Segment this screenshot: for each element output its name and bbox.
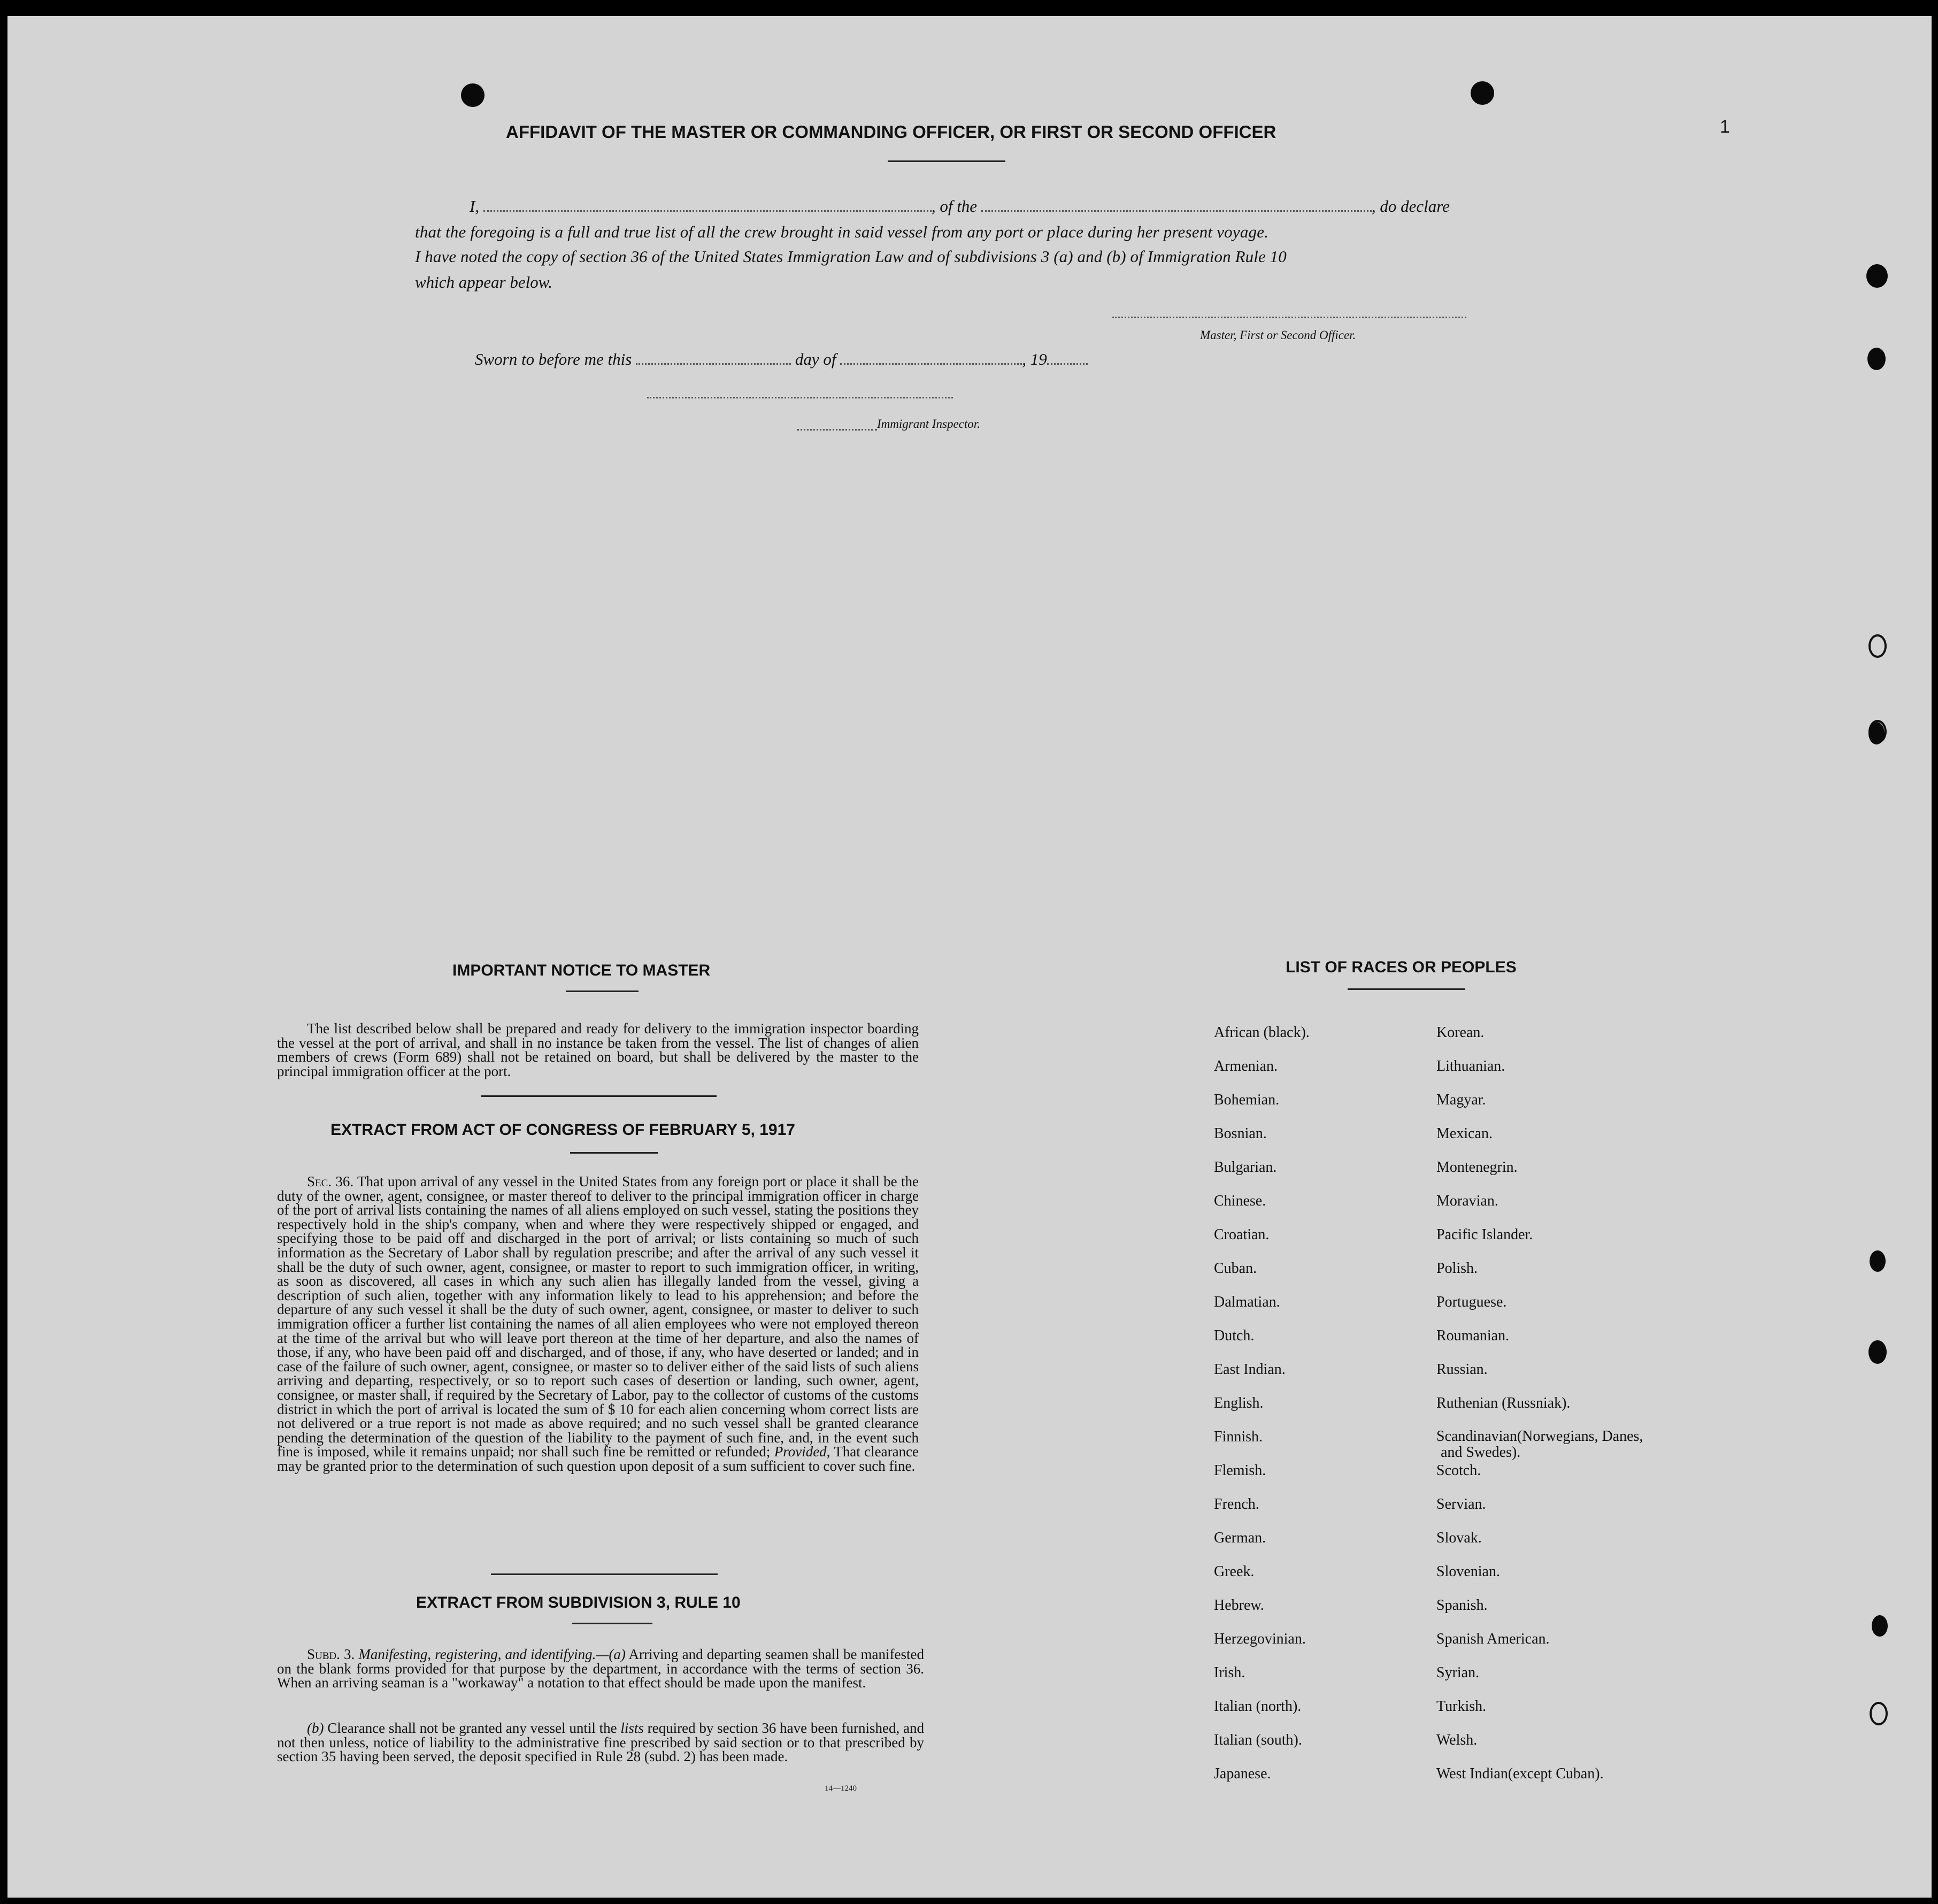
race-item: Slovak. bbox=[1436, 1530, 1482, 1546]
race-item: Dutch. bbox=[1214, 1327, 1255, 1344]
race-item: English. bbox=[1214, 1395, 1264, 1411]
vessel-blank[interactable] bbox=[981, 209, 1372, 212]
name-blank[interactable] bbox=[483, 209, 932, 212]
race-item: Bosnian. bbox=[1214, 1125, 1267, 1142]
affidavit-title: AFFIDAVIT OF THE MASTER OR COMMANDING OFFICER, OR FIRST OR SECOND OFFICER bbox=[506, 122, 1276, 142]
signature-line[interactable] bbox=[1112, 317, 1466, 318]
race-item: Servian. bbox=[1436, 1496, 1486, 1513]
subd-title: Manifesting, registering, and identifying.—(a) bbox=[358, 1646, 626, 1662]
form-page bbox=[7, 16, 1932, 1898]
sworn-year-blank[interactable] bbox=[1047, 362, 1088, 365]
section-label: Sec. 36. bbox=[307, 1173, 354, 1189]
provided-label: Provided, bbox=[774, 1444, 830, 1460]
act-body-text: That upon arrival of any vessel in the United States from any foreign port or place it shall be the duty of the owner, agent, consignee, or master thereof to deliver to the principal immigration officer in charge of the port of arrival lists containing the names of all aliens employed on such vessel, stating the positions they respectively hold in the ship's company, when and where they were respectively shipped or engaged, and specifying those to be paid off and discharged in the port of arrival; or lists containing so much of such information as the Secretary of Labor shall by regulation prescribe; and after the arrival of any such vessel it shall be the duty of such owner, agent, consignee, or master to report to such immigration officer, in writing, as soon as discovered, all cases in which any such alien has illegally landed from the vessel, giving a description of such alien, together with any information likely to lead to his apprehension; and before the departure of any such vessel it shall be the duty of such owner, agent, consignee, or master to deliver to such immigration officer a further list containing the names of all alien employees who were not employed thereon at the time of the arrival but who will leave port thereon at the time of her departure, and also the names of those, if any, who have been paid off and discharged, and of those, if any, who have deserted or landed; and in case of the failure of such owner, agent, consignee, or master so to deliver either of the said lists of such aliens arriving and departing, respectively, or so to report such cases of desertion or landing, such owner, agent, consignee, or master shall, if required by the Secretary of Labor, pay to the collector of customs of the customs district in which the port of arrival is located the sum of $ 10 for each alien concerning whom correct lists are not delivered or a true report is not made as above required; and no such vessel shall be granted clearance pending the determination of the question of the liability to the payment of such fine, and, in the event such fine is imposed, while it remains unpaid; nor shall such fine be remitted or refunded; bbox=[277, 1173, 919, 1460]
race-item: Turkish. bbox=[1436, 1698, 1487, 1715]
races-heading: LIST OF RACES OR PEOPLES bbox=[1286, 958, 1517, 976]
race-item: Bohemian. bbox=[1214, 1092, 1280, 1108]
act-body-end: That clearance may be granted prior to the determination of such question upon deposit of a sum sufficient to cover such fine. bbox=[277, 1444, 919, 1474]
inspector-line-short bbox=[797, 429, 877, 431]
affidavit-line2: that the foregoing is a full and true list of all the crew brought in said vessel from any port or place during her present voyage. bbox=[415, 222, 1269, 241]
race-item: Herzegovinian. bbox=[1214, 1631, 1306, 1647]
race-item: Pacific Islander. bbox=[1436, 1226, 1533, 1243]
race-item: Lithuanian. bbox=[1436, 1058, 1505, 1074]
punch-hole bbox=[461, 83, 484, 107]
races-column-2 bbox=[1436, 1024, 1714, 1799]
race-item: Welsh. bbox=[1436, 1732, 1478, 1748]
rule-underline bbox=[572, 1623, 652, 1624]
race-item: Spanish. bbox=[1436, 1597, 1488, 1614]
race-item: Japanese. bbox=[1214, 1765, 1271, 1782]
race-item: Scandinavian(Norwegians, Danes, and Swedes). bbox=[1436, 1428, 1643, 1461]
page-number-mark: 1 bbox=[1720, 117, 1730, 137]
race-item: Syrian. bbox=[1436, 1664, 1480, 1681]
form-number: 14—1240 bbox=[825, 1784, 857, 1793]
race-item: Korean. bbox=[1436, 1024, 1485, 1041]
affidavit-line3: I have noted the copy of section 36 of the United States Immigration Law and of subdivisions 3 (a) and (b) of Immigration Rule 10 bbox=[415, 247, 1287, 266]
of-the-label: , of the bbox=[931, 197, 978, 216]
binding-hole bbox=[1868, 1340, 1887, 1364]
race-item: Croatian. bbox=[1214, 1226, 1270, 1243]
notice-underline bbox=[566, 991, 639, 992]
race-item: Polish. bbox=[1436, 1260, 1478, 1277]
notice-heading: IMPORTANT NOTICE TO MASTER bbox=[452, 962, 711, 979]
inspector-signature-line[interactable] bbox=[647, 397, 953, 398]
race-item: French. bbox=[1214, 1496, 1259, 1513]
notice-divider bbox=[481, 1095, 717, 1097]
sworn-line bbox=[475, 350, 1088, 369]
race-item: Flemish. bbox=[1214, 1462, 1266, 1479]
race-item: Dalmatian. bbox=[1214, 1294, 1280, 1310]
race-item: Portuguese. bbox=[1436, 1294, 1507, 1310]
para-b-text1: Clearance shall not be granted any vessel until the bbox=[327, 1720, 617, 1736]
race-item: Moravian. bbox=[1436, 1193, 1498, 1209]
signature-label: Master, First or Second Officer. bbox=[1200, 328, 1356, 342]
race-item: African (black). bbox=[1214, 1024, 1310, 1041]
affidavit-line4: which appear below. bbox=[415, 273, 552, 291]
race-item: Italian (north). bbox=[1214, 1698, 1302, 1715]
binding-hole bbox=[1868, 634, 1887, 658]
binding-hole bbox=[1870, 1702, 1888, 1725]
race-item: Mexican. bbox=[1436, 1125, 1493, 1142]
race-item: Slovenian. bbox=[1436, 1563, 1500, 1580]
act-underline bbox=[570, 1152, 658, 1154]
race-item: Magyar. bbox=[1436, 1092, 1486, 1108]
binding-hole bbox=[1870, 1250, 1886, 1272]
year-label: , 19 bbox=[1022, 350, 1047, 368]
race-item: Greek. bbox=[1214, 1563, 1255, 1580]
para-b-label: (b) bbox=[307, 1720, 324, 1736]
binding-hole bbox=[1872, 1615, 1888, 1637]
binding-hole bbox=[1867, 348, 1886, 370]
race-item: Montenegrin. bbox=[1436, 1159, 1518, 1176]
sworn-date-blank[interactable] bbox=[636, 362, 791, 365]
race-item: German. bbox=[1214, 1530, 1266, 1546]
notice-body: The list described below shall be prepared and ready for delivery to the immigration inspector boarding the vessel at the port of arrival, and shall in no instance be taken from the vessel. The list of changes of alien members of crews (Form 689) shall not be retained on board, but shall be delivered by the master to the principal immigration officer at the port. bbox=[277, 1020, 919, 1079]
rule-heading: EXTRACT FROM SUBDIVISION 3, RULE 10 bbox=[416, 1594, 741, 1611]
subd-label: Subd. 3. bbox=[307, 1646, 355, 1662]
race-item: Finnish. bbox=[1214, 1429, 1263, 1445]
race-item: Cuban. bbox=[1214, 1260, 1257, 1277]
rule-para-a bbox=[277, 1647, 924, 1690]
binding-hole bbox=[1866, 264, 1888, 288]
race-item: Bulgarian. bbox=[1214, 1159, 1277, 1176]
affidavit-i-label: I, bbox=[470, 197, 480, 216]
day-of-label: day of bbox=[795, 350, 836, 368]
race-item: Roumanian. bbox=[1436, 1327, 1510, 1344]
para-a-text: Arriving and departing seamen shall be manifested on the blank forms provided for that purpose by the department, in accordance with the terms of section 36. When an arriving seaman is a "workaway" a notation to that effect should be made upon the manifest. bbox=[277, 1646, 924, 1691]
race-item: Armenian. bbox=[1214, 1058, 1278, 1074]
act-divider bbox=[491, 1573, 718, 1575]
para-b-text2: required by section 36 have been furnished, and not then unless, notice of liability to the administrative fine prescribed by said section or to that prescribed by section 35 having been served, the deposit specified in Rule 28 (subd. 2) has been made. bbox=[277, 1720, 925, 1765]
races-underline bbox=[1348, 988, 1465, 990]
binding-hole bbox=[1868, 722, 1885, 744]
act-heading: EXTRACT FROM ACT OF CONGRESS OF FEBRUARY 5, 1917 bbox=[330, 1121, 795, 1139]
sworn-label: Sworn to before me this bbox=[475, 350, 632, 368]
act-body bbox=[277, 1174, 919, 1473]
race-item: East Indian. bbox=[1214, 1361, 1286, 1378]
race-item: Chinese. bbox=[1214, 1193, 1266, 1209]
race-item: Hebrew. bbox=[1214, 1597, 1264, 1614]
race-item: Scotch. bbox=[1436, 1462, 1481, 1479]
punch-hole bbox=[1471, 81, 1494, 105]
race-item: Ruthenian (Russniak). bbox=[1436, 1395, 1571, 1411]
para-b-lists: lists bbox=[620, 1720, 644, 1736]
race-item: West Indian(except Cuban). bbox=[1436, 1765, 1604, 1782]
affidavit-line1 bbox=[470, 197, 1450, 216]
sworn-month-blank[interactable] bbox=[840, 362, 1022, 365]
race-item: Irish. bbox=[1214, 1664, 1245, 1681]
rule-para-b bbox=[277, 1721, 924, 1764]
inspector-label: Immigrant Inspector. bbox=[877, 417, 980, 431]
race-item: Russian. bbox=[1436, 1361, 1488, 1378]
declare-label: , do declare bbox=[1371, 197, 1450, 216]
race-item: Italian (south). bbox=[1214, 1732, 1302, 1748]
race-item: Spanish American. bbox=[1436, 1631, 1550, 1647]
title-underline bbox=[888, 160, 1005, 162]
